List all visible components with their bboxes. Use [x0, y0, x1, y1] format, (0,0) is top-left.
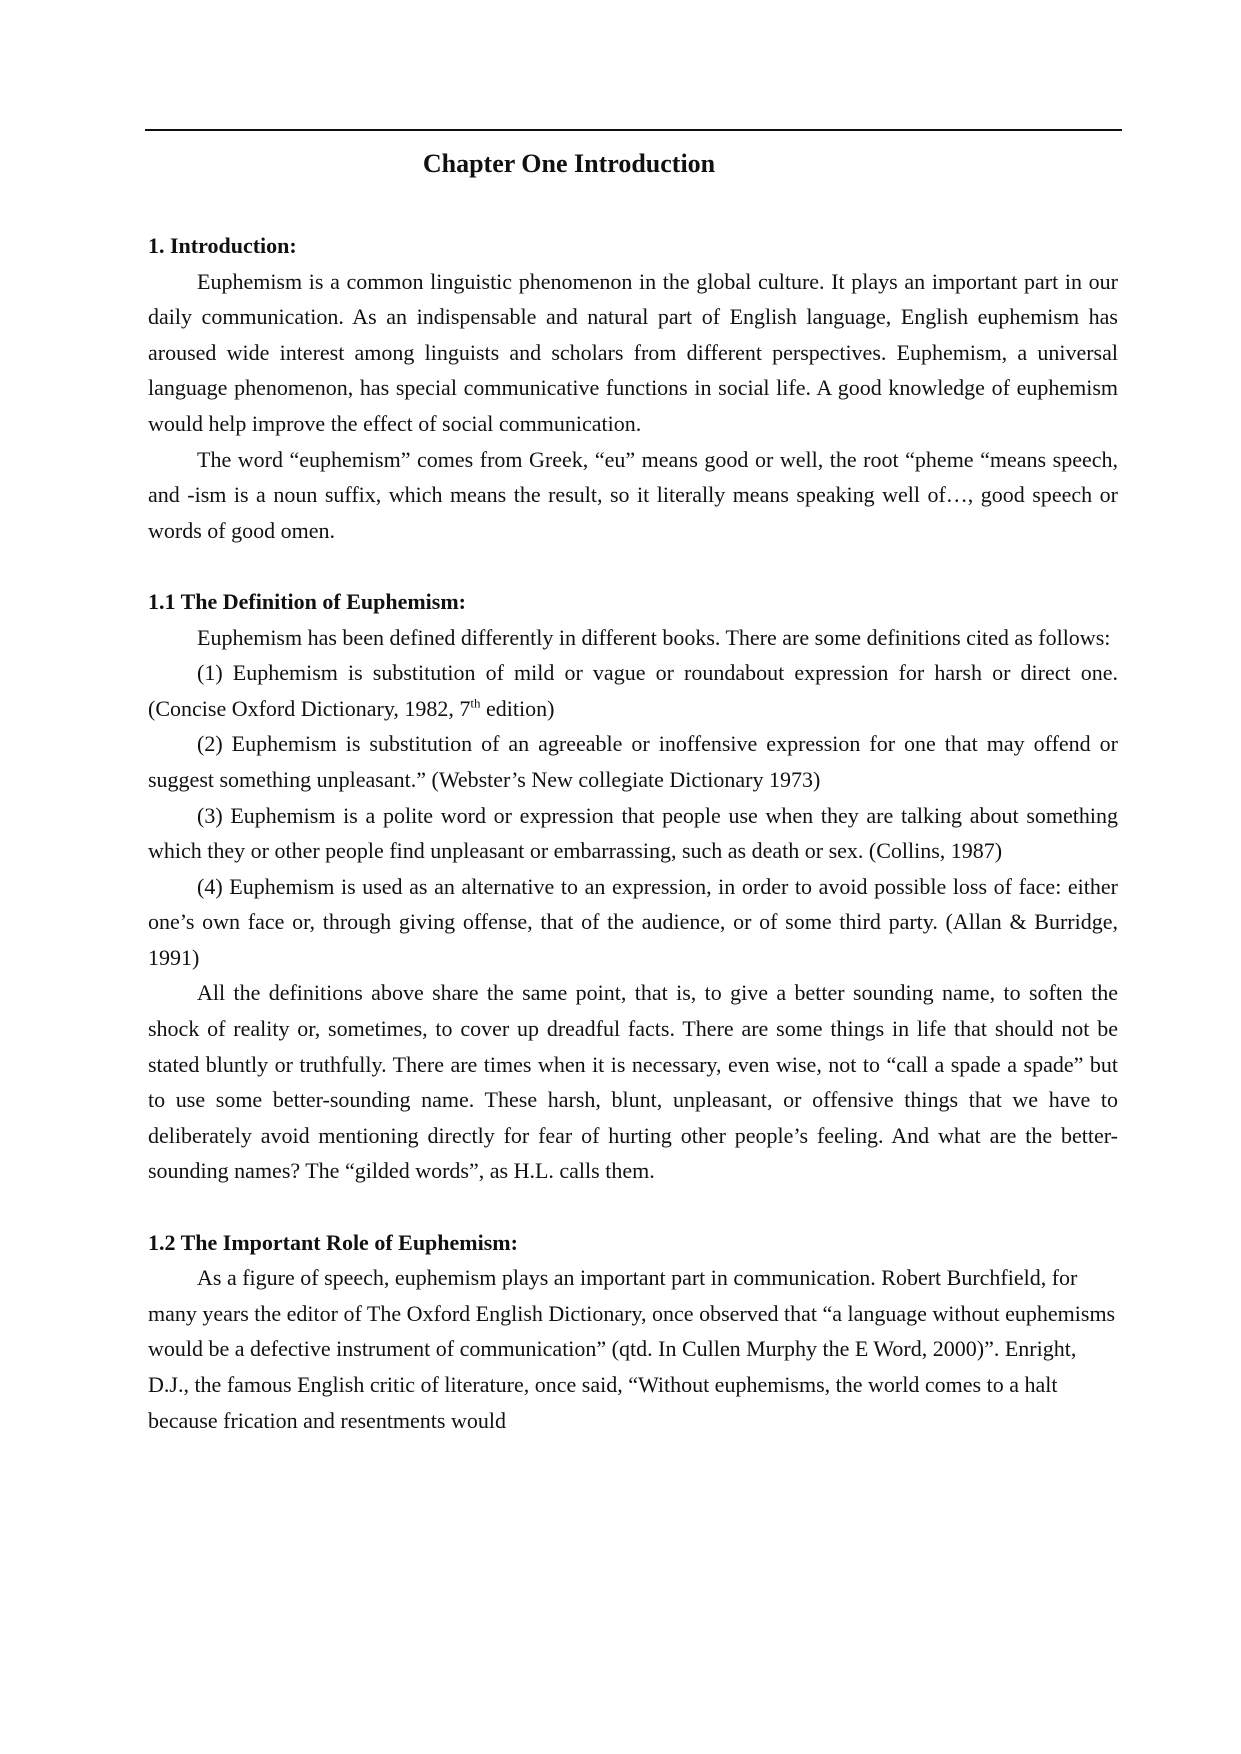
- section-heading-role: 1.2 The Important Role of Euphemism:: [148, 1229, 518, 1255]
- document-body: [148, 228, 1118, 1438]
- paragraph: The word “euphemism” comes from Greek, “eu” means good or well, the root “pheme “means speech, and -ism is a noun suffix, which means the result, so it literally means speaking well of…, good speech or words of good omen.: [148, 446, 1118, 543]
- section-heading-definition: 1.1 The Definition of Euphemism:: [148, 588, 467, 614]
- definition-item-3: (3) Euphemism is a polite word or expression that people use when they are talking about something which they or other people find unpleasant or embarrassing, such as death or sex. (Collins, 1987): [148, 802, 1118, 864]
- paragraph: As a figure of speech, euphemism plays an important part in communication. Robert Burchfield, for many years the editor of The Oxford English Dictionary, once observed that “a language without euphemisms would be a defective instrument of communication” (qtd. In Cullen Murphy the E Word, 2000)”. Enright, D.J., the famous English critic of literature, once said, “Without euphemisms, the world comes to a halt because frication and resentments would: [148, 1265, 1116, 1433]
- definition-text: (1) Euphemism is substitution of mild or vague or roundabout expression for harsh or direct one. (Concise Oxford Dictionary, 1982, 7: [148, 660, 1118, 721]
- paragraph: All the definitions above share the same point, that is, to give a better sounding name, to soften the shock of reality or, sometimes, to cover up dreadful facts. There are some things in life that should not be stated bluntly or truthfully. There are times when it is necessary, even wise, not to “call a spade a spade” but to use some better-sounding name. These harsh, blunt, unpleasant, or offensive things that we have to deliberately avoid mentioning directly for fear of hurting other people’s feeling. And what are the better-sounding names? The “gilded words”, as H.L. calls them.: [148, 980, 1118, 1184]
- paragraph: Euphemism is a common linguistic phenomenon in the global culture. It plays an important part in our daily communication. As an indispensable and natural part of English language, English euphemism has aroused wide interest among linguists and scholars from different perspectives. Euphemism, a universal language phenomenon, has special communicative functions in social life. A good knowledge of euphemism would help improve the effect of social communication.: [148, 268, 1118, 436]
- section-heading-introduction: 1. Introduction:: [148, 233, 297, 258]
- header-rule: [145, 129, 1122, 131]
- definition-item-2: (2) Euphemism is substitution of an agreeable or inoffensive expression for one that may offend or suggest something unpleasant.” (Webster’s New collegiate Dictionary 1973): [148, 731, 1118, 792]
- definition-item-1: [148, 655, 1118, 726]
- superscript: th: [470, 695, 481, 711]
- paragraph: Euphemism has been defined differently in different books. There are some definitions cited as follows:: [197, 624, 1111, 650]
- definition-text-tail: edition): [480, 695, 555, 721]
- definition-item-4: (4) Euphemism is used as an alternative to an expression, in order to avoid possible loss of face: either one’s own face or, through giving offense, that of the audience, or of some third party. (Allan & Burridge, 1991): [148, 873, 1118, 970]
- chapter-title: Chapter One Introduction: [422, 149, 716, 178]
